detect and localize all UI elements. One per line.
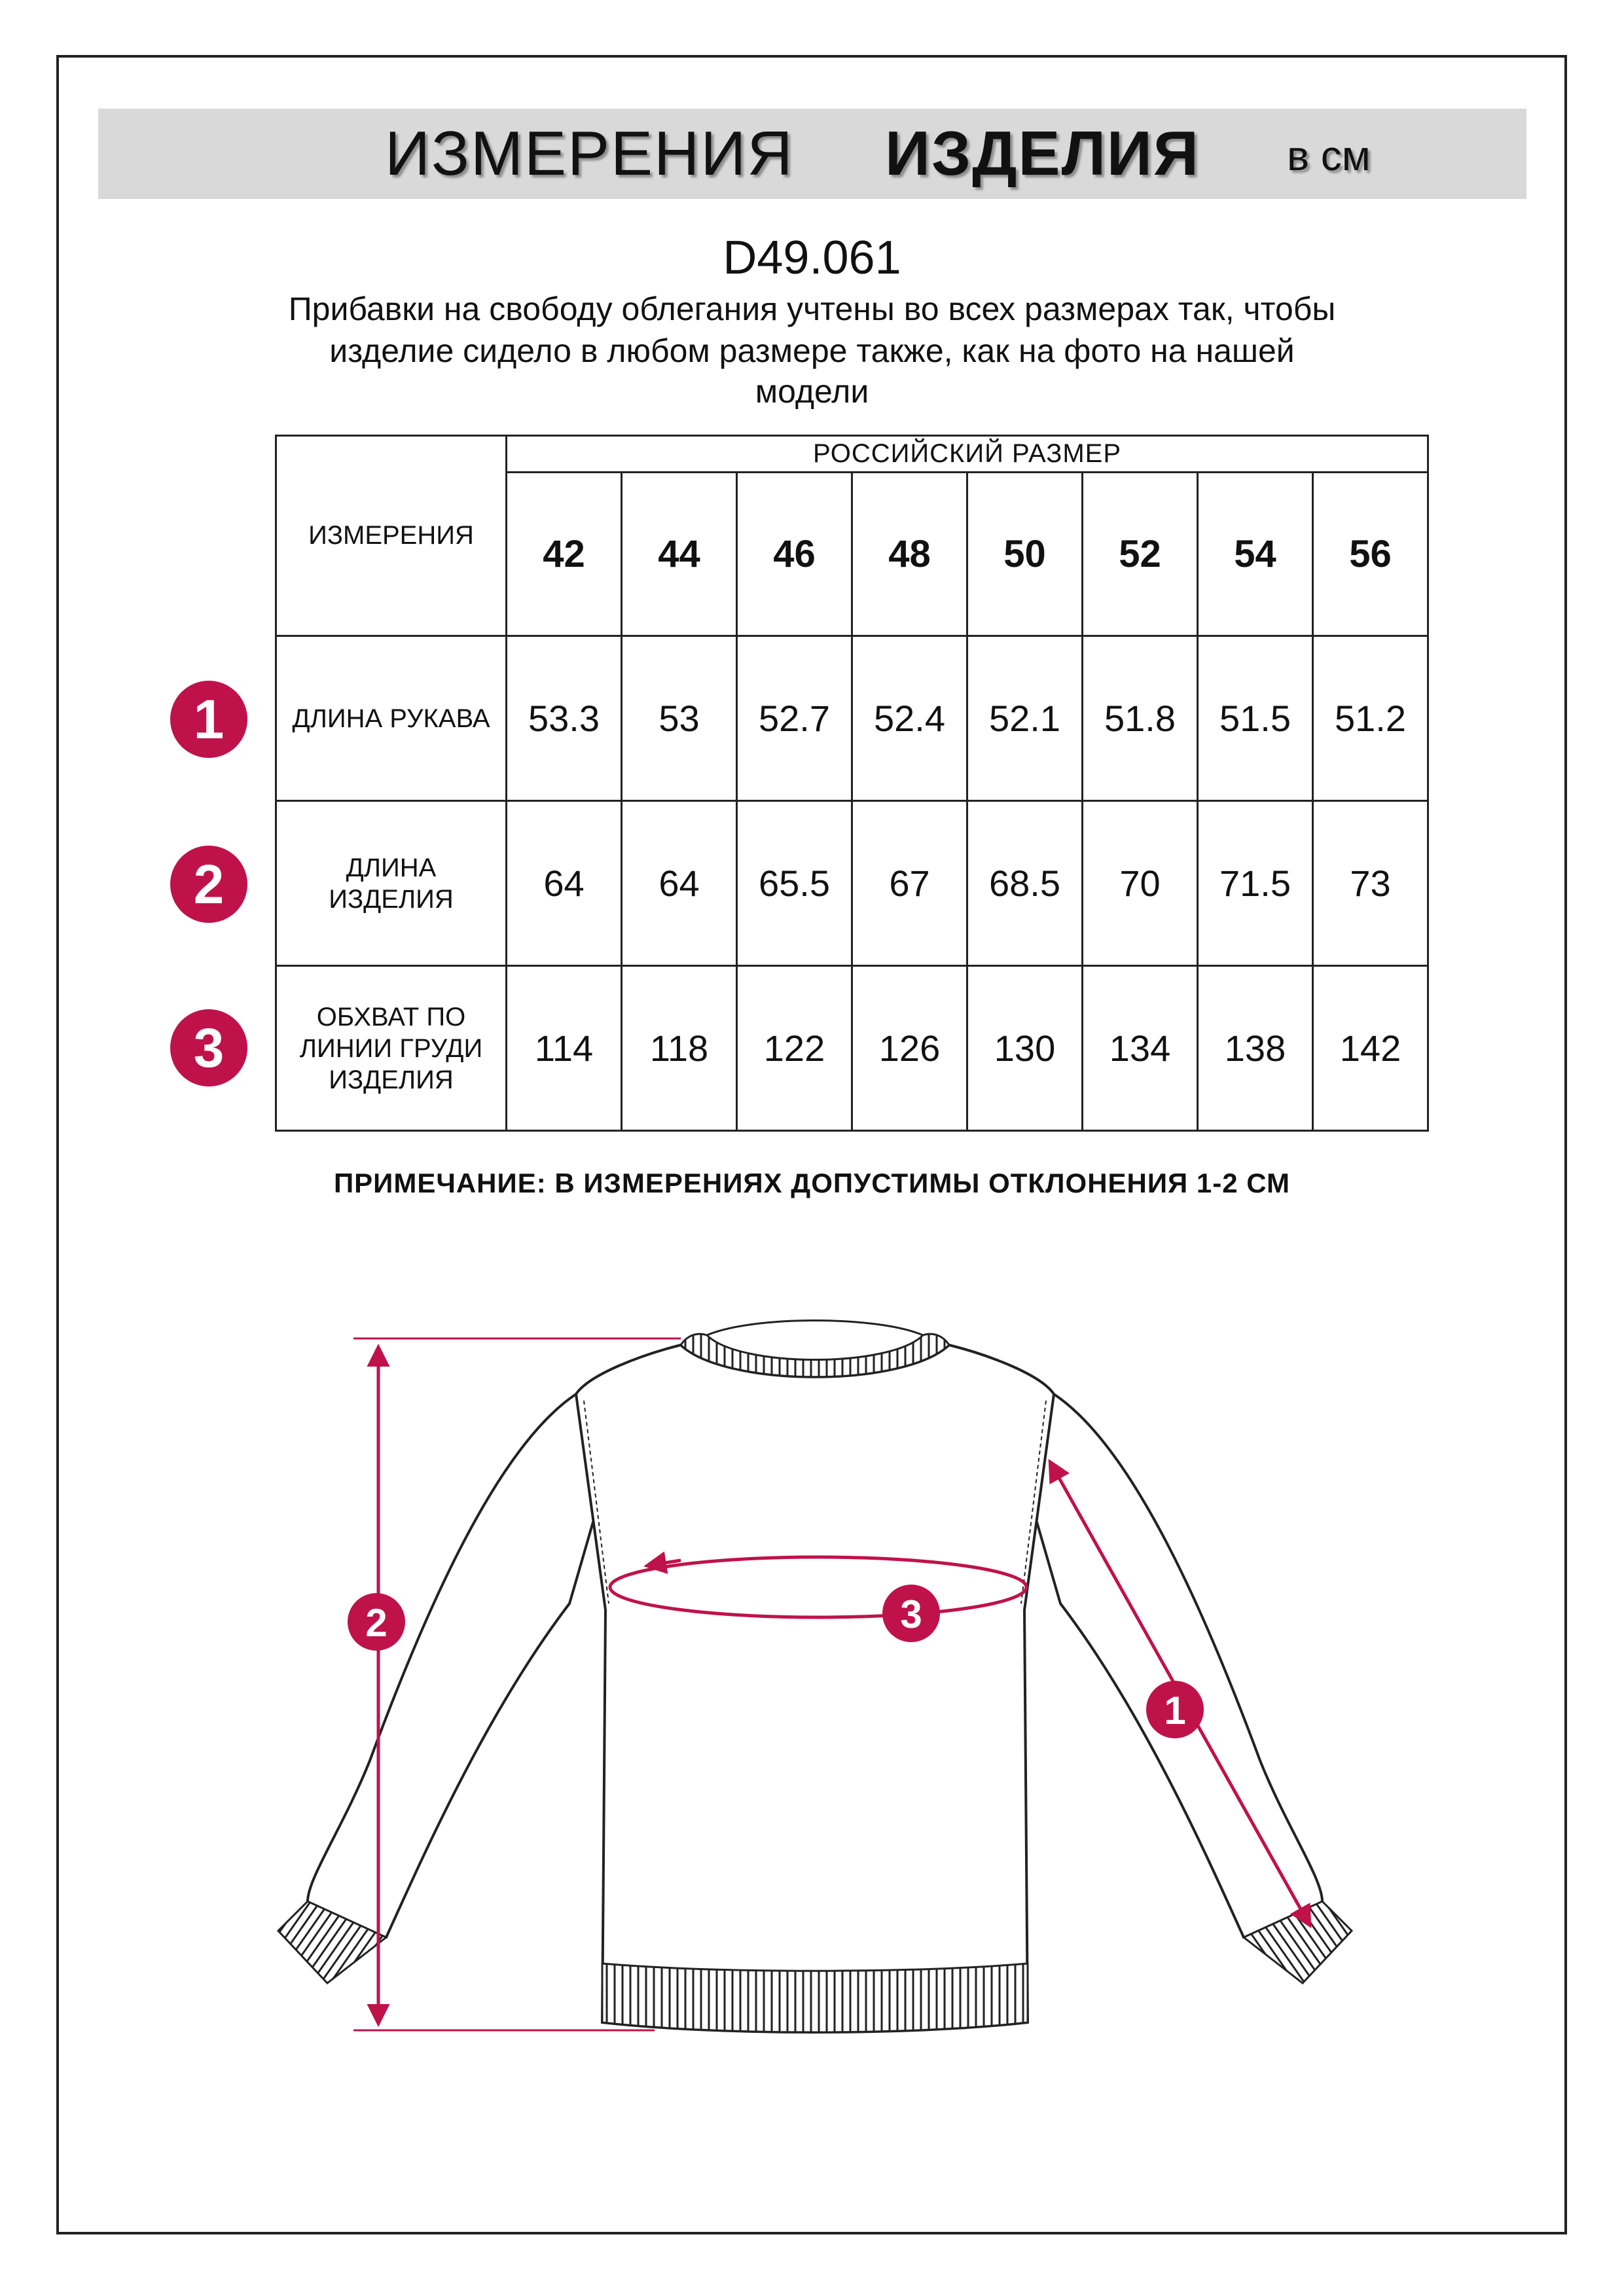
sketch-badge-sleeve xyxy=(1146,1681,1204,1738)
row-label-line: ОБХВАТ ПО xyxy=(316,1002,466,1031)
model-code: D49.061 xyxy=(723,232,901,284)
hem-rib xyxy=(602,1964,1028,2032)
region-header: РОССИЙСКИЙ РАЗМЕР xyxy=(507,436,1428,473)
size-header: 44 xyxy=(622,473,737,636)
sketch-badge-length xyxy=(348,1593,405,1651)
row-label-line: ДЛИНА РУКАВА xyxy=(292,704,490,733)
table-cell: 114 xyxy=(507,966,622,1131)
size-table xyxy=(275,435,1429,1132)
size-header: 42 xyxy=(507,473,622,636)
left-sleeve xyxy=(308,1394,605,1939)
table-cell: 122 xyxy=(737,966,852,1131)
size-header: 48 xyxy=(852,473,967,636)
size-header: 56 xyxy=(1313,473,1428,636)
table-row-chest-girth xyxy=(276,966,1428,1131)
table-cell: 73 xyxy=(1313,801,1428,966)
table-cell: 52.4 xyxy=(852,636,967,801)
row-label-line: ИЗДЕЛИЯ xyxy=(329,884,454,914)
row-label-line: ЛИНИИ ГРУДИ xyxy=(299,1033,483,1063)
table-cell: 64 xyxy=(622,801,737,966)
title-measurements: ИЗМЕРЕНИЯ xyxy=(385,118,794,188)
table-cell: 65.5 xyxy=(737,801,852,966)
fit-note-line: модели xyxy=(755,373,869,410)
table-row-sleeve-length xyxy=(276,636,1428,801)
right-sleeve xyxy=(1024,1394,1322,1939)
table-cell: 51.5 xyxy=(1198,636,1313,801)
neck-inner xyxy=(707,1321,923,1336)
table-cell: 53.3 xyxy=(507,636,622,801)
row-label-sleeve-length xyxy=(276,636,507,801)
row-label-chest-girth xyxy=(276,966,507,1131)
table-cell: 134 xyxy=(1083,966,1198,1131)
table-cell: 51.2 xyxy=(1313,636,1428,801)
table-cell: 53 xyxy=(622,636,737,801)
table-cell: 71.5 xyxy=(1198,801,1313,966)
row-label-garment-length xyxy=(276,801,507,966)
title-item: ИЗДЕЛИЯ xyxy=(885,118,1200,188)
table-cell: 67 xyxy=(852,801,967,966)
table-cell: 126 xyxy=(852,966,967,1131)
sketch-badge-number: 1 xyxy=(1164,1689,1186,1732)
sketch-badge-number: 3 xyxy=(900,1592,922,1636)
size-header: 46 xyxy=(737,473,852,636)
row-label-line: ДЛИНА xyxy=(346,853,437,882)
table-cell: 52.7 xyxy=(737,636,852,801)
row-badge-3: 3 xyxy=(170,1009,247,1086)
fit-note-line: Прибавки на свободу облегания учтены во всех размерах так, чтобы xyxy=(288,291,1336,327)
table-cell: 118 xyxy=(622,966,737,1131)
measurements-header: ИЗМЕРЕНИЯ xyxy=(276,436,507,636)
sweatshirt-sketch xyxy=(0,1276,1624,2127)
title-unit: в см xyxy=(1287,132,1371,179)
size-header: 54 xyxy=(1198,473,1313,636)
sweatshirt-body xyxy=(576,1345,1054,2032)
table-cell: 52.1 xyxy=(967,636,1083,801)
table-cell: 142 xyxy=(1313,966,1428,1131)
sketch-badge-chest xyxy=(882,1585,940,1642)
size-header: 50 xyxy=(967,473,1083,636)
table-cell: 51.8 xyxy=(1083,636,1198,801)
fit-note-line: изделие сидело в любом размере также, как на фото на нашей xyxy=(329,332,1295,369)
table-row-garment-length xyxy=(276,801,1428,966)
row-label-line: ИЗДЕЛИЯ xyxy=(329,1065,454,1094)
row-badge-1: 1 xyxy=(170,681,247,758)
table-cell: 68.5 xyxy=(967,801,1083,966)
table-cell: 138 xyxy=(1198,966,1313,1131)
sketch-badge-number: 2 xyxy=(365,1601,388,1645)
table-cell: 130 xyxy=(967,966,1083,1131)
table-cell: 64 xyxy=(507,801,622,966)
table-cell: 70 xyxy=(1083,801,1198,966)
tolerance-note: ПРИМЕЧАНИЕ: В ИЗМЕРЕНИЯХ ДОПУСТИМЫ ОТКЛОНЕНИЯ 1-2 СМ xyxy=(333,1168,1291,1198)
row-badge-2: 2 xyxy=(170,846,247,923)
size-header: 52 xyxy=(1083,473,1198,636)
